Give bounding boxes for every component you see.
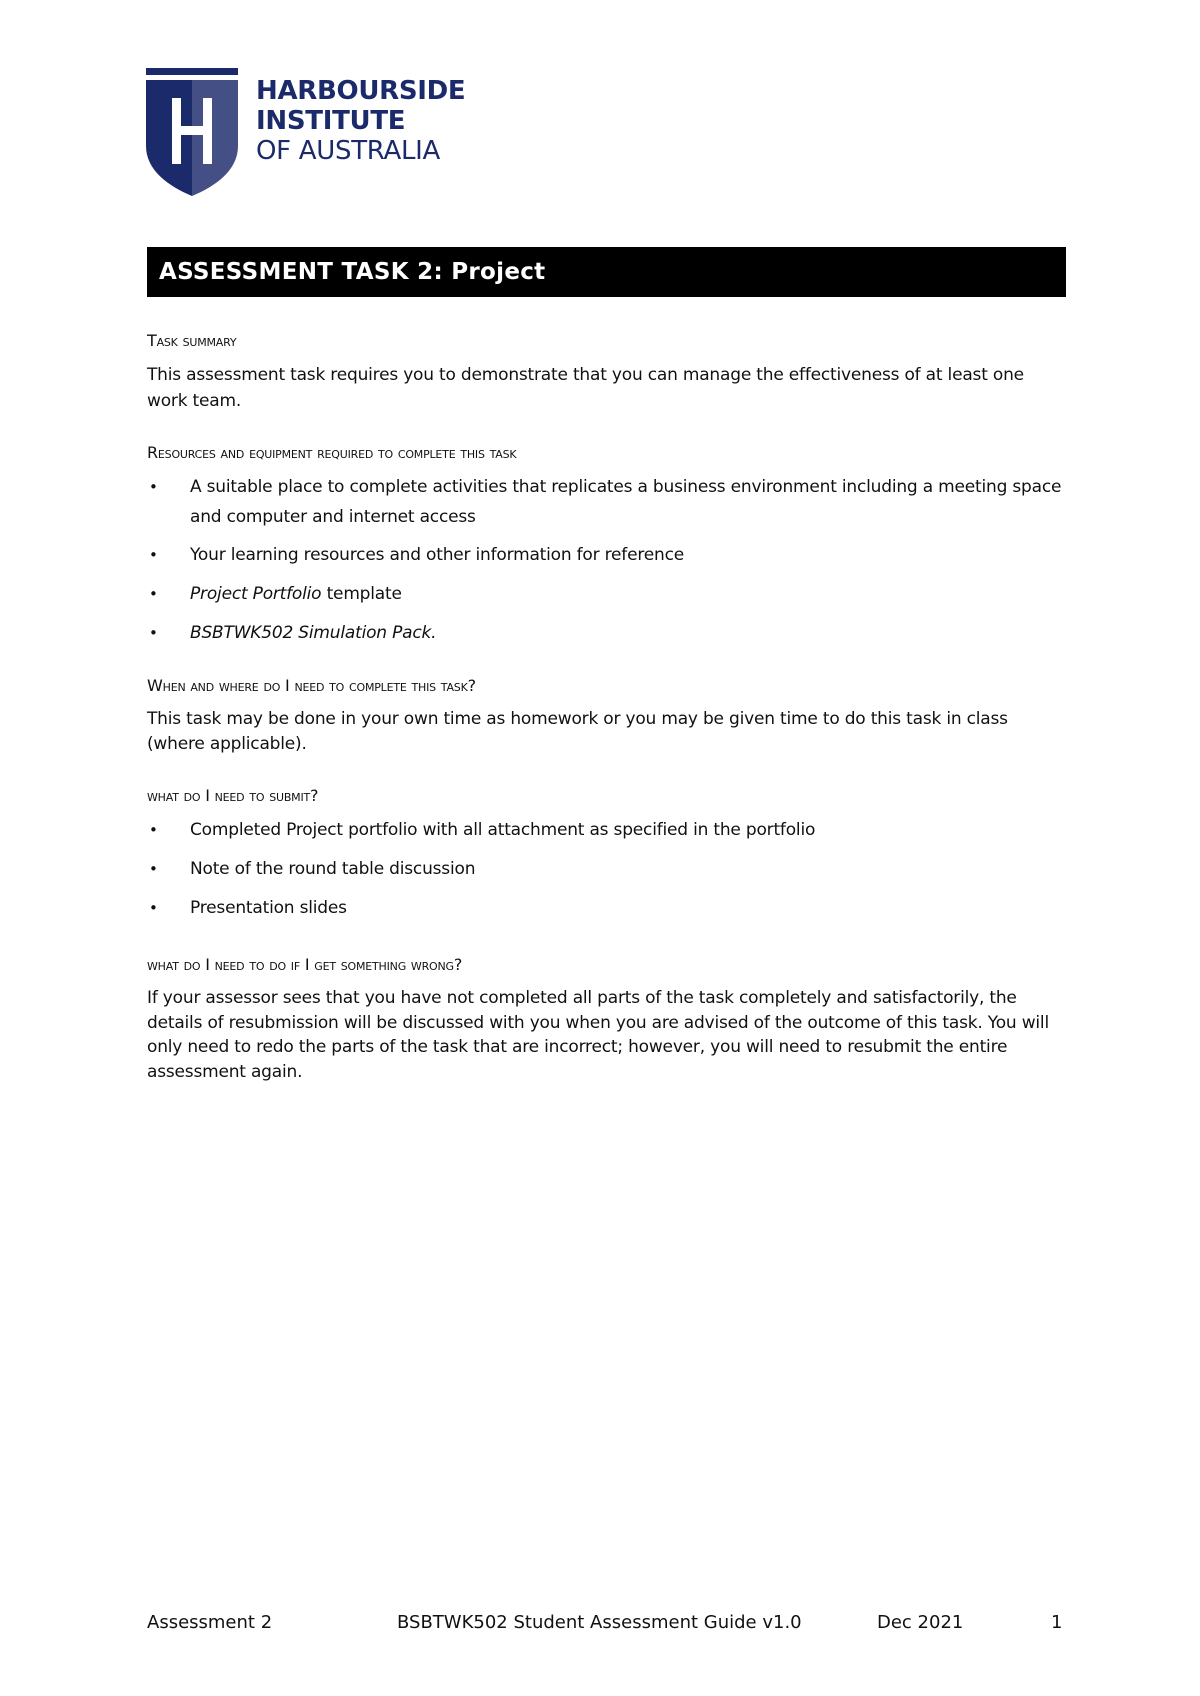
when-where-heading: When and where do I need to complete this task? — [147, 676, 476, 695]
document-body — [147, 328, 1067, 1084]
list-item: • Your learning resources and other information for reference — [147, 540, 1067, 571]
list-item: • A suitable place to complete activities that replicates a business environment including a meeting space and computer and internet access — [147, 472, 1067, 532]
bullet-icon: • — [149, 546, 158, 564]
wrong-heading: what do I need to do if I get something wrong? — [147, 955, 463, 974]
when-where-text: This task may be done in your own time as homework or you may be given time to do this task in class (where applicable). — [147, 709, 1008, 754]
list-item: • Presentation slides — [147, 893, 1067, 924]
bullet-icon: • — [149, 860, 158, 878]
logo-line-3: OF AUSTRALIA — [256, 136, 441, 166]
page-number: 1 — [1051, 1612, 1063, 1633]
bullet-icon: • — [149, 899, 158, 917]
logo-line-1: HARBOURSIDE — [256, 76, 466, 106]
institute-logo — [146, 68, 465, 198]
resources-heading: Resources and equipment required to complete this task — [147, 443, 517, 462]
task-summary-heading: Task summary — [147, 331, 237, 350]
list-item: • Project Portfolio template — [147, 579, 1067, 610]
shield-h-icon — [146, 68, 238, 198]
institute-name — [256, 76, 465, 166]
footer-assessment: Assessment 2 — [147, 1612, 273, 1633]
task-summary-text: This assessment task requires you to demonstrate that you can manage the effectiveness of at least one work team. — [147, 365, 1024, 411]
assessment-title-banner: ASSESSMENT TASK 2: Project — [147, 247, 1066, 297]
footer-date: Dec 2021 — [877, 1612, 964, 1633]
bullet-icon: • — [149, 478, 158, 496]
bullet-icon: • — [149, 821, 158, 839]
submit-heading: what do I need to submit? — [147, 786, 319, 805]
list-item: • Completed Project portfolio with all attachment as specified in the portfolio — [147, 815, 1067, 846]
submit-list — [147, 815, 1067, 924]
bullet-icon: • — [149, 585, 158, 603]
bullet-icon: • — [149, 624, 158, 642]
list-item: • BSBTWK502 Simulation Pack. — [147, 618, 1067, 649]
footer-guide-title: BSBTWK502 Student Assessment Guide v1.0 — [397, 1612, 802, 1633]
wrong-text: If your assessor sees that you have not completed all parts of the task completely and satisfactorily, the details of resubmission will be discussed with you when you are advised of the outcome of this task. You will only need to redo the parts of the task that are incorrect; however, you will need to resubmit the entire assessment again. — [147, 988, 1049, 1082]
resources-list — [147, 472, 1067, 649]
list-item: • Note of the round table discussion — [147, 854, 1067, 885]
logo-line-2: INSTITUTE — [256, 106, 406, 136]
